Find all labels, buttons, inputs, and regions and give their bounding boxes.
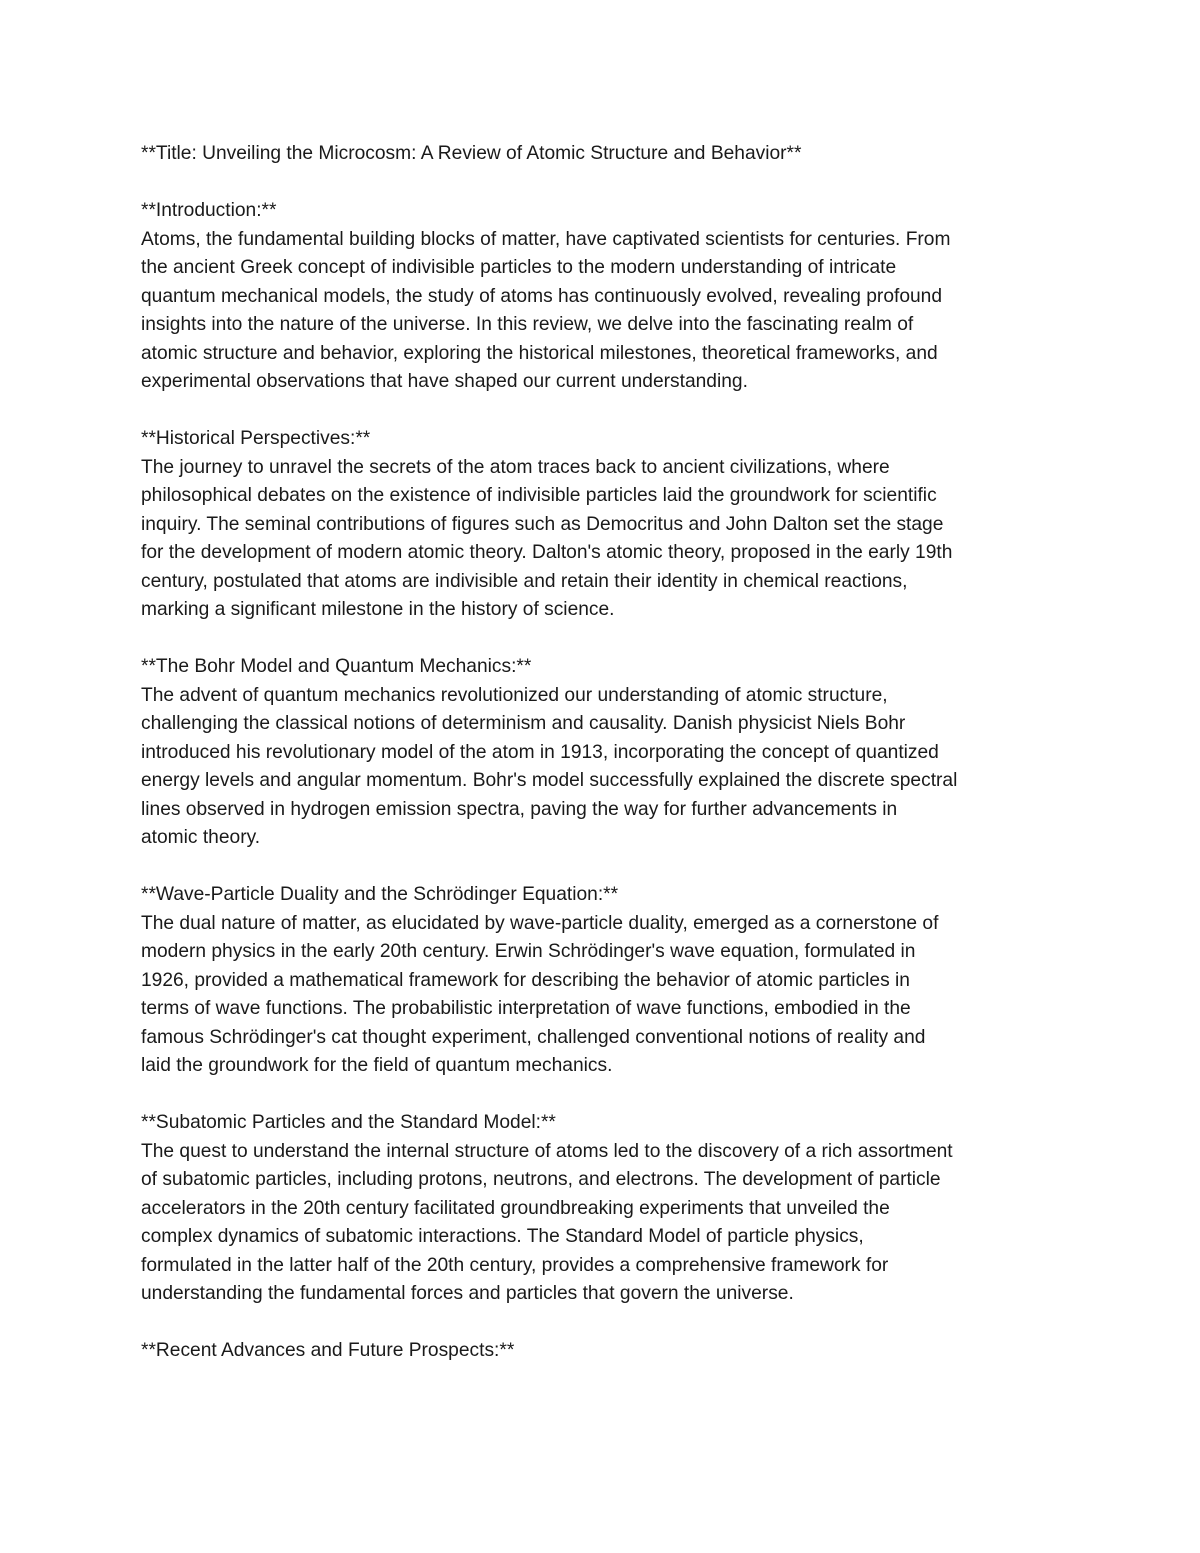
- paragraph-line: understanding the fundamental forces and particles that govern the universe.: [141, 1283, 794, 1304]
- paragraph-line: of subatomic particles, including protons, neutrons, and electrons. The development of particle: [141, 1169, 941, 1190]
- paragraph-line: famous Schrödinger's cat thought experiment, challenged conventional notions of reality and: [141, 1026, 926, 1048]
- paragraph-line: atomic theory.: [141, 827, 261, 848]
- section-heading: **Wave-Particle Duality and the Schrödinger Equation:**: [141, 884, 619, 905]
- paragraph-line: atomic structure and behavior, exploring the historical milestones, theoretical frameworks, and: [141, 342, 938, 364]
- paragraph-line: marking a significant milestone in the history of science.: [141, 599, 615, 620]
- paragraph-line: The dual nature of matter, as elucidated by wave-particle duality, emerged as a cornerstone of: [141, 912, 939, 934]
- paragraph-line: energy levels and angular momentum. Bohr's model successfully explained the discrete spectral: [141, 770, 958, 791]
- section-heading: **Introduction:**: [141, 200, 277, 221]
- section-wave-particle-duality: [141, 881, 1081, 1081]
- paragraph-line: The advent of quantum mechanics revolutionized our understanding of atomic structure,: [141, 684, 888, 706]
- paragraph-line: lines observed in hydrogen emission spectra, paving the way for further advancements in: [141, 798, 898, 820]
- paragraph-line: complex dynamics of subatomic interactions. The Standard Model of particle physics,: [141, 1226, 864, 1247]
- document-body: [141, 140, 1081, 1394]
- paragraph-line: modern physics in the early 20th century. Erwin Schrödinger's wave equation, formulated in: [141, 941, 916, 962]
- section-paragraph: [141, 1138, 1081, 1309]
- section-introduction: [141, 197, 1081, 397]
- section-paragraph: [141, 226, 1081, 397]
- paragraph-line: century, postulated that atoms are indivisible and retain their identity in chemical reactions,: [141, 570, 908, 592]
- paragraph-line: philosophical debates on the existence of indivisible particles laid the groundwork for scientific: [141, 485, 937, 506]
- paragraph-line: The quest to understand the internal structure of atoms led to the discovery of a rich assortment: [141, 1140, 953, 1162]
- paragraph-line: The journey to unravel the secrets of the atom traces back to ancient civilizations, where: [141, 456, 890, 478]
- paragraph-line: challenging the classical notions of determinism and causality. Danish physicist Niels Bohr: [141, 713, 906, 734]
- section-heading: **Historical Perspectives:**: [141, 428, 371, 449]
- document-title: **Title: Unveiling the Microcosm: A Review of Atomic Structure and Behavior**: [141, 143, 802, 164]
- section-subatomic-particles: [141, 1109, 1081, 1309]
- paragraph-line: introduced his revolutionary model of the atom in 1913, incorporating the concept of quantized: [141, 741, 939, 763]
- paragraph-line: Atoms, the fundamental building blocks of matter, have captivated scientists for centuries. From: [141, 228, 951, 250]
- section-paragraph: [141, 454, 1081, 625]
- section-heading: **Subatomic Particles and the Standard Model:**: [141, 1112, 556, 1133]
- paragraph-line: for the development of modern atomic theory. Dalton's atomic theory, proposed in the early 19th: [141, 542, 953, 563]
- paragraph-line: quantum mechanical models, the study of atoms has continuously evolved, revealing profound: [141, 285, 943, 307]
- paragraph-line: experimental observations that have shaped our current understanding.: [141, 371, 748, 392]
- paragraph-line: formulated in the latter half of the 20th century, provides a comprehensive framework for: [141, 1254, 889, 1276]
- paragraph-line: laid the groundwork for the field of quantum mechanics.: [141, 1055, 613, 1076]
- section-heading: **The Bohr Model and Quantum Mechanics:**: [141, 656, 532, 677]
- paragraph-line: insights into the nature of the universe. In this review, we delve into the fascinating realm of: [141, 314, 914, 335]
- paragraph-line: accelerators in the 20th century facilitated groundbreaking experiments that unveiled the: [141, 1197, 890, 1219]
- section-bohr-model: [141, 653, 1081, 853]
- section-historical-perspectives: [141, 425, 1081, 625]
- section-paragraph: [141, 682, 1081, 853]
- section-paragraph: [141, 910, 1081, 1081]
- paragraph-line: terms of wave functions. The probabilistic interpretation of wave functions, embodied in the: [141, 998, 911, 1019]
- paragraph-line: 1926, provided a mathematical framework for describing the behavior of atomic particles in: [141, 969, 910, 991]
- paragraph-line: inquiry. The seminal contributions of figures such as Democritus and John Dalton set the stage: [141, 513, 944, 535]
- paragraph-line: the ancient Greek concept of indivisible particles to the modern understanding of intricate: [141, 257, 897, 278]
- section-heading: **Recent Advances and Future Prospects:**: [141, 1340, 515, 1361]
- section-recent-advances: [141, 1337, 1081, 1366]
